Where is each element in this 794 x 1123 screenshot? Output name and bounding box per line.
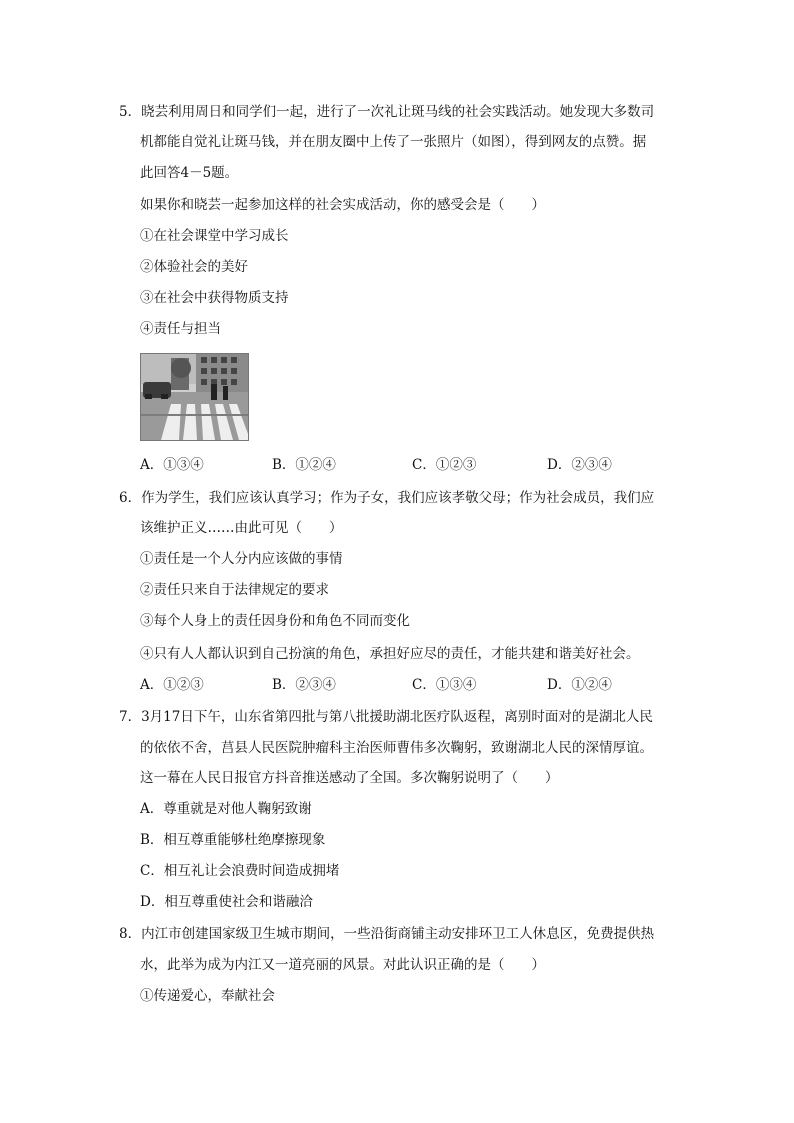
q5-option-d: D．②③④ — [547, 457, 612, 473]
q7-option-a: A．尊重就是对他人鞠躬致谢 — [140, 801, 312, 817]
q7-option-b: B．相互尊重能够杜绝摩擦现象 — [140, 832, 326, 848]
q7-line-1: 7．3月17日下午，山东省第四批与第八批援助湖北医疗队返程，离别时面对的是湖北人民 — [119, 709, 653, 725]
q5-item-1: ①在社会课堂中学习成长 — [140, 228, 289, 244]
q5-option-b: B．①②④ — [272, 457, 336, 473]
q6-line-1: 6．作为学生，我们应该认真学习；作为子女，我们应该孝敬父母；作为社会成员，我们应 — [119, 490, 655, 506]
q8-line-1: 8．内江市创建国家级卫生城市期间，一些沿街商铺主动安排环卫工人休息区，免费提供热 — [119, 926, 655, 942]
q5-stem: 如果你和晓芸一起参加这样的社会实成活动，你的感受会是（ ） — [140, 197, 545, 213]
q5-item-4: ④责任与担当 — [140, 321, 221, 337]
q5-line-1: 5．晓芸利用周日和同学们一起，进行了一次礼让斑马线的社会实践活动。她发现大多数司 — [119, 104, 655, 120]
q6-item-3: ③每个人身上的责任因身份和角色不同而变化 — [140, 613, 410, 629]
q6-item-1: ①责任是一个人分内应该做的事情 — [140, 551, 343, 567]
q7-line-2: 的依依不舍，莒县人民医院肿瘤科主治医师曹伟多次鞠躬，致谢湖北人民的深情厚谊。 — [140, 740, 653, 756]
q6-option-a: A．①②③ — [140, 677, 204, 693]
q7-line-3: 这一幕在人民日报官方抖音推送感动了全国。多次鞠躬说明了（ ） — [140, 770, 559, 786]
q6-option-c: C．①③④ — [412, 677, 477, 693]
q5-item-3: ③在社会中获得物质支持 — [140, 290, 289, 306]
q6-item-4: ④只有人人都认识到自己扮演的角色，承担好应尽的责任，才能共建和谐美好社会。 — [140, 646, 640, 662]
q7-option-c: C．相互礼让会浪费时间造成拥堵 — [140, 863, 340, 879]
crosswalk-photo-image — [141, 354, 248, 440]
q6-line-2: 该维护正义……由此可见（ ） — [140, 520, 343, 536]
q8-line-2: 水，此举为成为内江又一道亮丽的风景。对此认识正确的是（ ） — [140, 957, 545, 973]
q7-option-d: D．相互尊重使社会和谐融洽 — [140, 894, 313, 910]
q6-option-b: B．②③④ — [272, 677, 336, 693]
q5-line-2: 机都能自觉礼让斑马钱，并在朋友圈中上传了一张照片（如图），得到网友的点赞。据 — [140, 134, 647, 150]
q6-item-2: ②责任只来自于法律规定的要求 — [140, 582, 329, 598]
q5-line-3: 此回答4－5题。 — [140, 165, 239, 181]
q5-option-c: C．①②③ — [412, 457, 477, 473]
crosswalk-photo — [140, 353, 249, 441]
q5-item-2: ②体验社会的美好 — [140, 259, 248, 275]
q5-option-a: A．①③④ — [140, 457, 204, 473]
q8-item-1: ①传递爱心，奉献社会 — [140, 988, 275, 1004]
q6-option-d: D．①②④ — [547, 677, 612, 693]
